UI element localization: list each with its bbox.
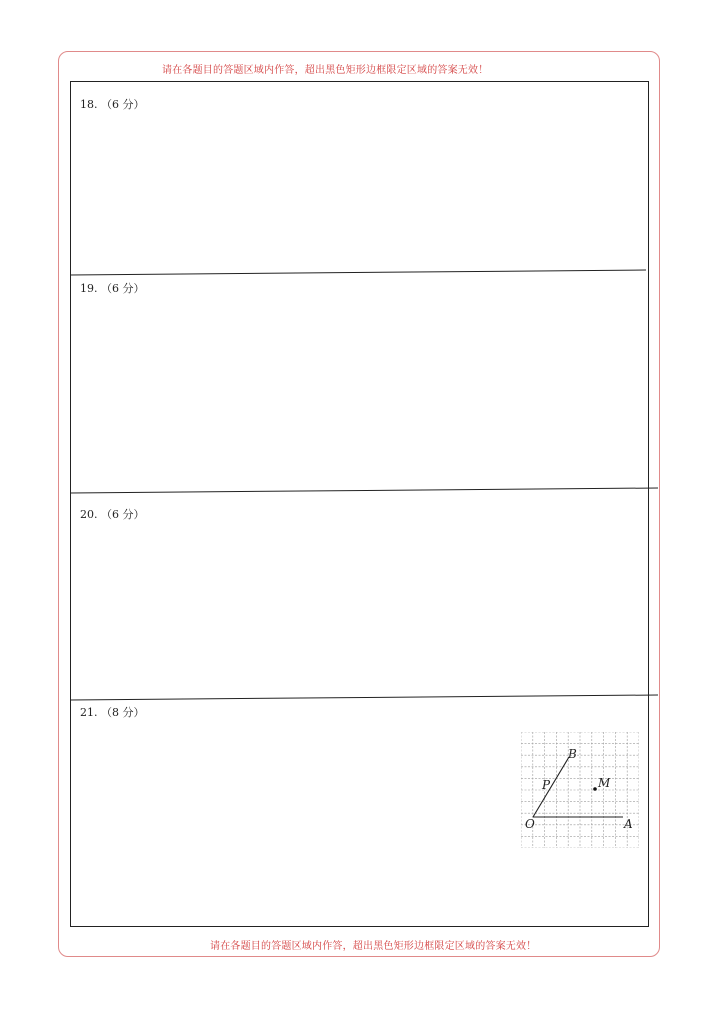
label-A: A <box>624 817 633 831</box>
question-number: 19. <box>80 282 98 295</box>
point-M <box>593 787 597 791</box>
grid-figure <box>521 732 639 848</box>
question-number: 21. <box>80 706 98 719</box>
question-21-label <box>80 704 145 720</box>
segment-OB <box>533 757 569 817</box>
question-points: （8 分） <box>101 706 145 719</box>
bottom-notice: 请在各题目的答题区域内作答，超出黑色矩形边框限定区域的答案无效！ <box>210 941 537 952</box>
question-points: （6 分） <box>101 98 145 111</box>
label-O: O <box>525 817 535 831</box>
question-18-label <box>80 96 145 112</box>
question-points: （6 分） <box>101 282 145 295</box>
grid-lines <box>521 732 639 848</box>
question-20-label <box>80 506 145 522</box>
label-P: P <box>542 778 551 792</box>
question-points: （6 分） <box>101 508 145 521</box>
label-M: M <box>598 776 611 790</box>
question-number: 20. <box>80 508 98 521</box>
top-notice: 请在各题目的答题区域内作答，超出黑色矩形边框限定区域的答案无效！ <box>162 65 489 76</box>
question-19-label <box>80 280 145 296</box>
label-B: B <box>568 747 577 761</box>
question-number: 18. <box>80 98 98 111</box>
